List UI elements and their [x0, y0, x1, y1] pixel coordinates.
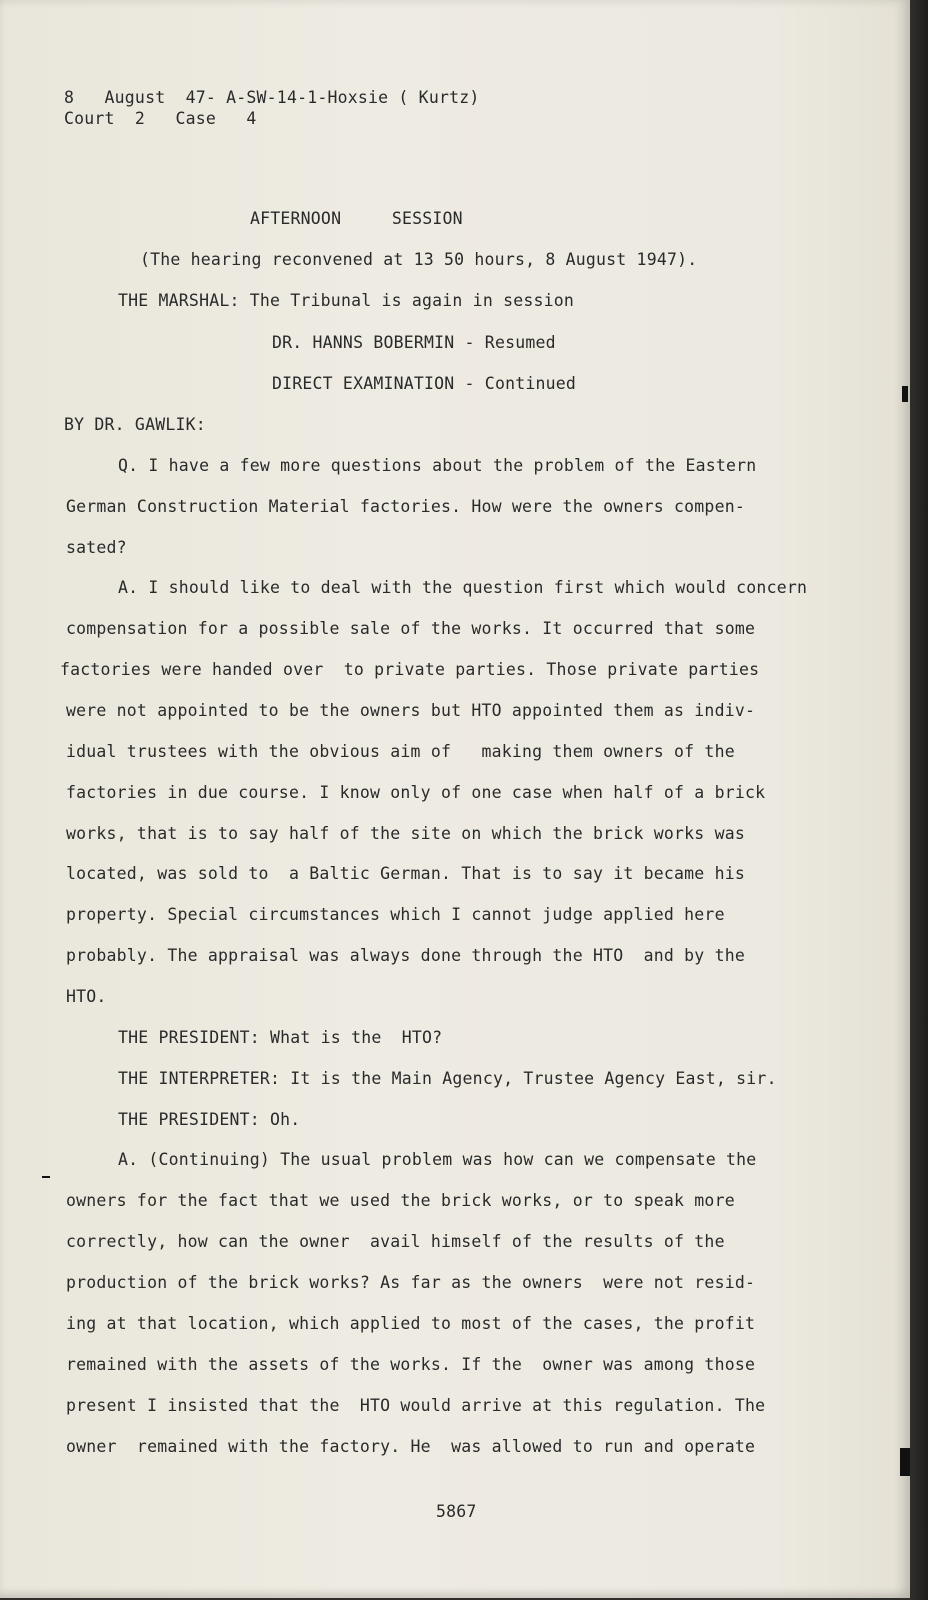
answer-line: remained with the assets of the works. If the owner was among those	[66, 1355, 756, 1374]
president-question: THE PRESIDENT: What is the HTO?	[118, 1028, 443, 1047]
examination-heading: DIRECT EXAMINATION - Continued	[272, 374, 577, 393]
question-line: German Construction Material factories. How were the owners compen-	[66, 497, 745, 516]
answer-line: ing at that location, which applied to most of the cases, the profit	[66, 1314, 756, 1333]
header-line-2: Court 2 Case 4	[64, 109, 257, 128]
answer-line: idual trustees with the obvious aim of making them owners of the	[66, 742, 735, 761]
by-counsel: BY DR. GAWLIK:	[64, 415, 206, 434]
answer-line: property. Special circumstances which I cannot judge applied here	[66, 905, 725, 924]
answer-line: probably. The appraisal was always done through the HTO and by the	[66, 946, 745, 965]
answer-line: were not appointed to be the owners but HTO appointed them as indiv-	[66, 701, 756, 720]
answer-line: A. I should like to deal with the question first which would concern	[118, 578, 808, 597]
answer-line: correctly, how can the owner avail himself of the results of the	[66, 1232, 725, 1251]
margin-mark	[900, 1448, 910, 1476]
margin-mark	[902, 386, 908, 402]
interpreter-statement: THE INTERPRETER: It is the Main Agency, Trustee Agency East, sir.	[118, 1069, 777, 1088]
answer-line: located, was sold to a Baltic German. That is to say it became his	[66, 864, 745, 883]
session-title: AFTERNOON SESSION	[250, 209, 463, 228]
answer-line: A. (Continuing) The usual problem was how can we compensate the	[118, 1150, 757, 1169]
answer-line: compensation for a possible sale of the works. It occurred that some	[66, 619, 756, 638]
answer-line: HTO.	[66, 987, 107, 1006]
answer-line: production of the brick works? As far as the owners were not resid-	[66, 1273, 756, 1292]
president-reply: THE PRESIDENT: Oh.	[118, 1110, 301, 1129]
reconvened-note: (The hearing reconvened at 13 50 hours, 8 August 1947).	[140, 250, 698, 269]
margin-mark	[42, 1176, 50, 1178]
witness-name: DR. HANNS BOBERMIN - Resumed	[272, 333, 556, 352]
answer-line: owners for the fact that we used the brick works, or to speak more	[66, 1191, 735, 1210]
answer-line: factories were handed over to private parties. Those private parties	[60, 660, 760, 679]
answer-line: works, that is to say half of the site on which the brick works was	[66, 824, 745, 843]
answer-line: factories in due course. I know only of one case when half of a brick	[66, 783, 766, 802]
answer-line: present I insisted that the HTO would arrive at this regulation. The	[66, 1396, 766, 1415]
marshal-statement: THE MARSHAL: The Tribunal is again in session	[118, 291, 575, 310]
header-line-1: 8 August 47- A-SW-14-1-Hoxsie ( Kurtz)	[64, 88, 480, 107]
page-number: 5867	[436, 1502, 477, 1521]
question-line: sated?	[66, 538, 127, 557]
scan-edge	[910, 0, 928, 1600]
question-line: Q. I have a few more questions about the problem of the Eastern	[118, 456, 757, 475]
answer-line: owner remained with the factory. He was allowed to run and operate	[66, 1437, 756, 1456]
